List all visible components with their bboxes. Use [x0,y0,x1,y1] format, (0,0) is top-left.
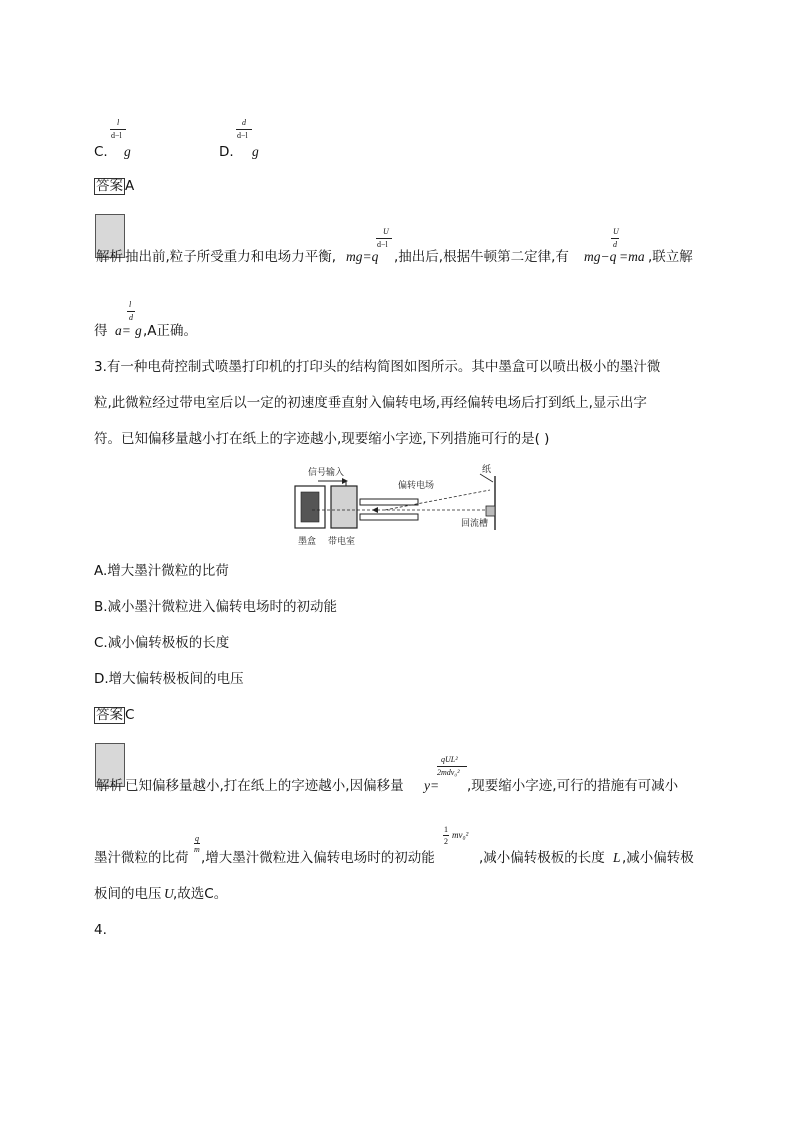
q3-analysis-line2-d: ,减小偏转极 [622,850,694,866]
charge-room-label: 带电室 [328,537,356,547]
printer-head-diagram [290,460,504,550]
return-tank [486,506,495,516]
option-c-frac-num: l [117,118,120,127]
lower-plate [360,514,418,520]
option-d-frac-bar [236,129,252,130]
q3-eq-qm-num: q [195,834,199,843]
q3-eq-y-bar [437,766,467,767]
q2-analysis-tag: 解析 [96,249,123,265]
q3-eq-qm-den: m [194,845,200,854]
q2-eq2-num: U [613,227,619,236]
q3-answer-row [94,707,134,724]
q2-eq1-lhs: mg=q [346,249,379,264]
q3-analysis-line3-b: ,故选C。 [173,886,228,902]
q2-eq1-bar [376,238,392,239]
q3-eq-y-den: 2mdv₀² [437,768,460,777]
option-d-tail: g [252,144,259,159]
q3-analysis-tag: 解析 [96,778,123,794]
option-d-frac-num: d [242,118,246,127]
q2-analysis-line2-a: 得 [94,323,108,339]
q2-eq1-num: U [383,227,389,236]
q3-option-b: B.减小墨汁微粒进入偏转电场时的初动能 [94,599,338,615]
upper-plate [360,499,418,505]
option-c-frac-den: d−l [111,131,122,140]
option-d-label: D. [219,144,234,160]
signal-input-arrow [318,481,346,486]
charge-room [331,486,357,528]
option-c-frac-bar [110,129,126,130]
q3-eq-L: L [613,850,621,865]
q3-stem-line3: 符。已知偏移量越小打在纸上的字迹越小,现要缩小字迹,下列措施可行的是( ) [94,431,550,447]
q4-number: 4. [94,922,107,938]
q3-eq-U: U [164,886,174,901]
option-d-frac-den: d−l [237,131,248,140]
q2-eq3-num: l [129,300,132,309]
return-tank-label: 回流槽 [461,519,489,529]
q3-eq-y-num: qUL² [441,755,458,764]
option-c-tail: g [124,144,131,159]
q3-eq-ek-body: mv₀² [452,830,469,840]
q3-analysis-line1-b: ,现要缩小字迹,可行的措施有可减小 [467,778,679,794]
q3-analysis-line2-c: ,减小偏转极板的长度 [479,850,605,866]
q2-analysis-line2-b: ,A正确。 [143,323,198,339]
q3-stem-line2: 粒,此微粒经过带电室后以一定的初速度垂直射入偏转电场,再经偏转电场后打到纸上,显示出字 [94,395,647,411]
beam-arrowhead [372,507,378,513]
q3-eq-qm-bar [194,843,200,844]
option-c-label: C. [94,144,108,160]
q2-eq2-lhs: mg−q [584,249,617,264]
q2-answer-tag: 答案 [96,178,123,194]
q2-eq3-bar [127,311,135,312]
paper-label: 纸 [482,465,492,475]
paper-pointer [480,474,493,482]
q2-answer-value: A [125,178,135,194]
q2-eq2-rhs: =ma [619,249,645,264]
q3-analysis-line1-a: 已知偏移量越小,打在纸上的字迹越小,因偏移量 [125,778,404,794]
signal-input-arrowhead [342,478,348,484]
q2-analysis-line1-b: ,抽出后,根据牛顿第二定律,有 [394,249,569,265]
q3-stem-line1: 3.有一种电荷控制式喷墨打印机的打印头的结构简图如图所示。其中墨盒可以喷出极小的墨汁微 [94,359,661,375]
q2-eq3-lhs: a= [115,323,131,338]
ink-box-label: 墨盒 [298,537,317,547]
q3-analysis-line3-a: 板间的电压 [94,886,162,902]
q2-answer-row [94,178,134,195]
q3-option-a: A.增大墨汁微粒的比荷 [94,563,229,579]
q3-eq-ek-num: 1 [444,825,448,834]
q3-eq-y: y= [424,778,440,793]
q3-answer-tag: 答案 [96,707,123,723]
q3-option-d: D.增大偏转极板间的电压 [94,671,244,687]
q3-analysis-line2-b: ,增大墨汁微粒进入偏转电场时的初动能 [201,850,435,866]
q2-analysis-line1-a: 抽出前,粒子所受重力和电场力平衡, [125,249,337,265]
q2-eq3-rhs: g [135,323,142,338]
q2-analysis-line1-c: ,联立解 [648,249,693,265]
q3-answer-value: C [125,707,135,723]
q3-analysis-line2-a: 墨汁微粒的比荷 [94,850,189,866]
q3-option-c: C.减小偏转极板的长度 [94,635,230,651]
signal-input-label: 信号输入 [308,468,345,478]
ink-box-core [301,492,319,522]
q3-eq-ek-bar [443,835,449,836]
deflect-field-label: 偏转电场 [398,481,435,491]
q2-eq1-den: d−l [377,240,388,249]
q2-eq3-den: d [129,313,133,322]
q2-eq2-den: d [613,240,617,249]
q2-eq2-bar [611,238,619,239]
q3-eq-ek-den: 2 [444,837,448,846]
